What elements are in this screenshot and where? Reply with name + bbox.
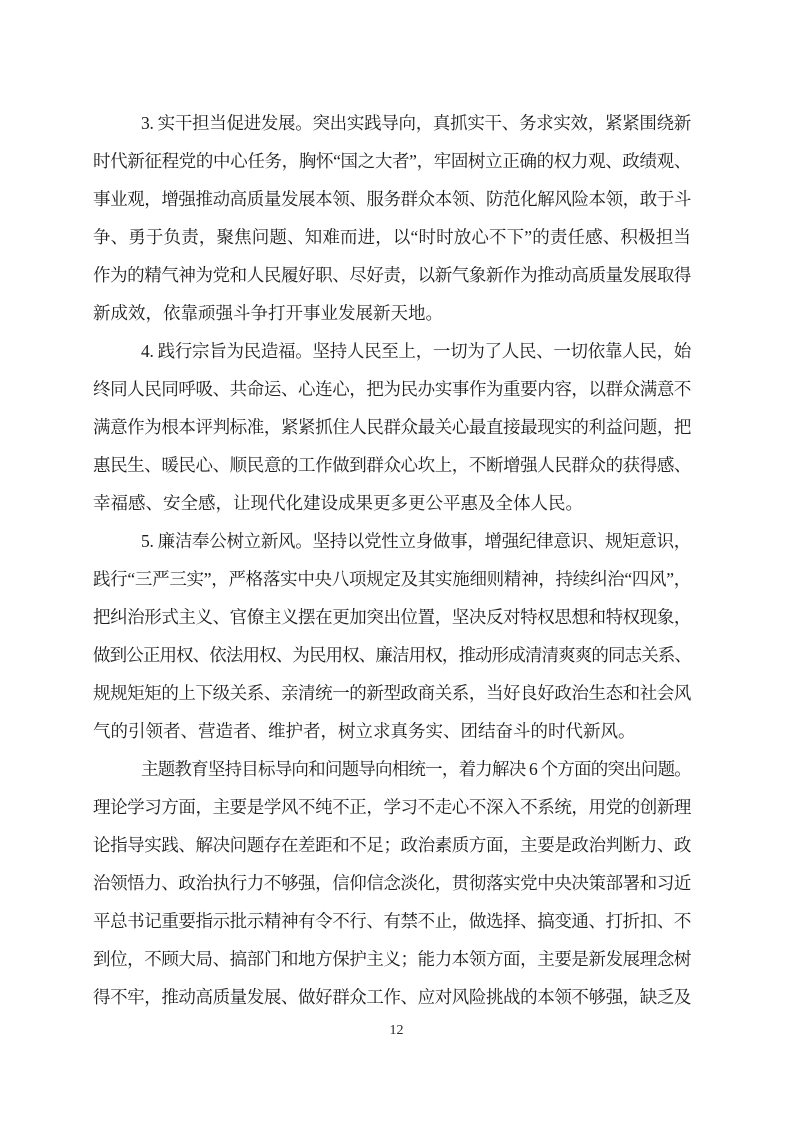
text-line: 作为的精气神为党和人民履好职、尽好责，以新气象新作为推动高质量发展取得 — [93, 265, 691, 285]
paragraph-item-3 — [93, 104, 691, 332]
text-line: 新成效，依靠顽强斗争打开事业发展新天地。 — [93, 303, 443, 323]
text-line: 理论学习方面，主要是学风不纯不正，学习不走心不深入不系统，用党的创新理 — [93, 797, 691, 817]
text-line: 规规矩矩的上下级关系、亲清统一的新型政商关系，当好良好政治生态和社会风 — [93, 683, 691, 703]
text-line: 得不牢，推动高质量发展、做好群众工作、应对风险挑战的本领不够强，缺乏及 — [93, 987, 691, 1007]
text-line: 3. 实干担当促进发展。突出实践导向，真抓实干、务求实效，紧紧围绕新 — [141, 113, 691, 133]
text-line: 事业观，增强推动高质量发展本领、服务群众本领、防范化解风险本领，敢于斗 — [93, 189, 691, 209]
text-line: 时代新征程党的中心任务，胸怀“国之大者”，牢固树立正确的权力观、政绩观、 — [93, 151, 691, 171]
paragraph-item-4 — [93, 332, 691, 522]
text-line: 满意作为根本评判标准，紧紧抓住人民群众最关心最直接最现实的利益问题，把 — [93, 417, 691, 437]
text-line: 4. 践行宗旨为民造福。坚持人民至上，一切为了人民、一切依靠人民，始 — [141, 341, 691, 361]
text-line: 治领悟力、政治执行力不够强，信仰信念淡化，贯彻落实党中央决策部署和习近 — [93, 873, 691, 893]
paragraph-theme-education — [93, 750, 691, 1016]
text-line: 争、勇于负责，聚焦问题、知难而进，以“时时放心不下”的责任感、积极担当 — [93, 227, 691, 247]
text-line: 主题教育坚持目标导向和问题导向相统一，着力解决 6 个方面的突出问题。 — [141, 759, 691, 779]
text-line: 气的引领者、营造者、维护者，树立求真务实、团结奋斗的时代新风。 — [93, 721, 636, 741]
text-line: 论指导实践、解决问题存在差距和不足；政治素质方面，主要是政治判断力、政 — [93, 835, 691, 855]
text-line: 平总书记重要指示批示精神有令不行、有禁不止，做选择、搞变通、打折扣、不 — [93, 911, 691, 931]
text-line: 5. 廉洁奉公树立新风。坚持以党性立身做事，增强纪律意识、规矩意识， — [141, 531, 691, 551]
page-number: 12 — [389, 1023, 404, 1038]
text-line: 终同人民同呼吸、共命运、心连心，把为民办实事作为重要内容，以群众满意不 — [93, 379, 691, 399]
paragraph-item-5 — [93, 522, 691, 750]
text-line: 践行“三严三实”，严格落实中央八项规定及其实施细则精神，持续纠治“四风”， — [93, 569, 691, 589]
text-line: 到位，不顾大局、搞部门和地方保护主义；能力本领方面，主要是新发展理念树 — [93, 949, 691, 969]
text-line: 做到公正用权、依法用权、为民用权、廉洁用权，推动形成清清爽爽的同志关系、 — [93, 645, 691, 665]
document-body — [93, 104, 691, 1016]
text-line: 幸福感、安全感，让现代化建设成果更多更公平惠及全体人民。 — [93, 493, 583, 513]
text-line: 把纠治形式主义、官僚主义摆在更加突出位置，坚决反对特权思想和特权现象， — [93, 607, 691, 627]
text-line: 惠民生、暖民心、顺民意的工作做到群众心坎上，不断增强人民群众的获得感、 — [93, 455, 691, 475]
